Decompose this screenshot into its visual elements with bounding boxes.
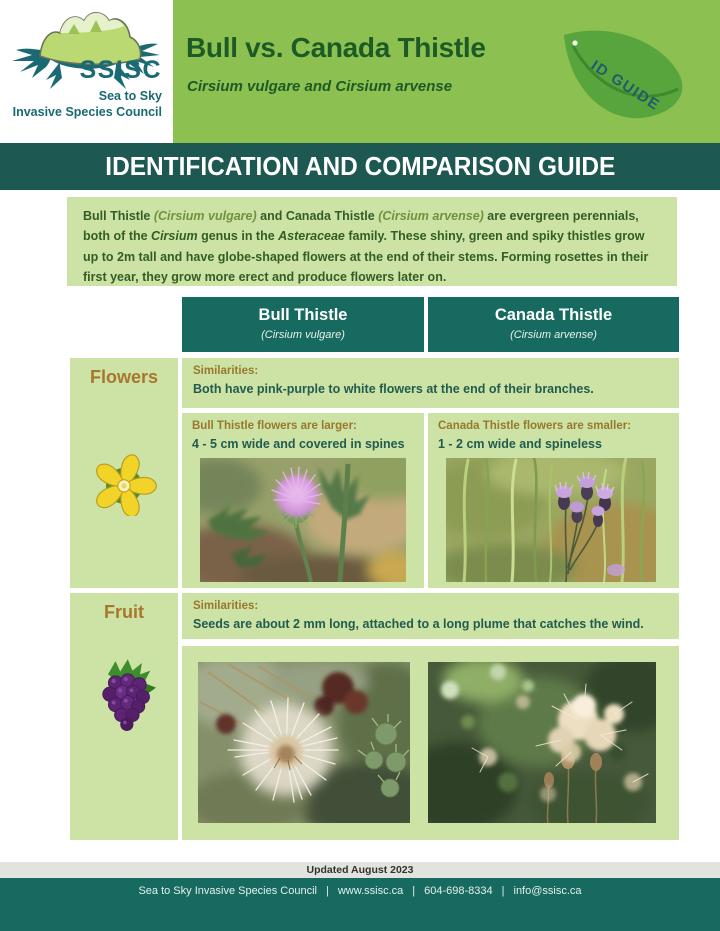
cell-heading: Bull Thistle flowers are larger: xyxy=(192,420,357,432)
column-name: Canada Thistle xyxy=(494,306,613,324)
footer-separator: | xyxy=(412,885,416,897)
logo-org-line2: Invasive Species Council xyxy=(12,105,162,119)
flowers-similarities xyxy=(182,358,679,408)
similarities-text: Both have pink-purple to white flowers at the end of their branches. xyxy=(193,382,594,396)
footer-contact-line xyxy=(0,885,720,897)
intro-seg: Bull Thistle xyxy=(83,209,154,223)
footer-bar xyxy=(0,878,720,931)
intro-box xyxy=(67,197,677,286)
id-guide-leaf-badge xyxy=(558,26,690,124)
berry-icon xyxy=(91,657,157,737)
cell-heading: Canada Thistle flowers are smaller: xyxy=(438,420,632,432)
flower-icon xyxy=(91,450,157,516)
similarities-label: Similarities: xyxy=(193,600,259,612)
footer-separator: | xyxy=(326,885,329,897)
comparison-guide-banner xyxy=(0,143,720,190)
footer-org: Sea to Sky Invasive Species Council xyxy=(138,885,317,897)
footer-website-link[interactable]: www.ssisc.ca xyxy=(337,885,404,897)
footer-phone: 604-698-8334 xyxy=(424,885,493,897)
footer-separator: | xyxy=(501,885,505,897)
intro-paragraph xyxy=(83,206,661,287)
column-latin: (Cirsium arvense) xyxy=(510,329,597,341)
page-title: Bull vs. Canada Thistle xyxy=(186,32,486,63)
intro-seg: genus in the xyxy=(197,229,279,244)
flowers-bull-cell xyxy=(182,413,424,588)
latin-name: Cirsium xyxy=(151,229,198,244)
canada-thistle-seedhead-photo xyxy=(428,662,656,823)
bull-thistle-flower-photo xyxy=(200,458,406,582)
logo-box xyxy=(0,0,173,143)
similarities-text: Seeds are about 2 mm long, attached to a long plume that catches the wind. xyxy=(193,617,644,631)
page-subtitle: Cirsium vulgare and Cirsium arvense xyxy=(187,78,453,95)
banner-title: IDENTIFICATION AND COMPARISON GUIDE xyxy=(104,151,616,181)
column-header-canada-thistle xyxy=(428,297,679,352)
footer-email-link[interactable]: info@ssisc.ca xyxy=(513,885,582,897)
canada-thistle-flower-photo xyxy=(446,458,656,582)
updated-bar xyxy=(0,862,720,878)
column-name: Bull Thistle xyxy=(258,306,348,324)
row-label-flowers xyxy=(70,358,178,588)
latin-name: Asteraceae xyxy=(278,229,345,244)
cell-detail: 4 - 5 cm wide and covered in spines xyxy=(192,437,405,451)
fruit-similarities xyxy=(182,593,679,639)
fruit-photos-box xyxy=(182,646,679,840)
leaf-icon xyxy=(558,26,690,124)
updated-text: Updated August 2023 xyxy=(306,864,414,876)
intro-seg: are evergreen perennials, both of the xyxy=(83,209,639,244)
section-label: Fruit xyxy=(104,602,144,622)
intro-seg: family. These shiny, green and spiky thistles grow up to 2m tall and have globe-shaped flowers at the end of their stems. Forming rosettes in their first year, they grow more erect and produce flowers later on. xyxy=(83,229,649,284)
header-band xyxy=(173,0,720,143)
logo-acronym: SSISC xyxy=(79,56,162,84)
latin-name: (Cirsium arvense) xyxy=(378,209,484,223)
cell-detail: 1 - 2 cm wide and spineless xyxy=(438,437,602,451)
row-label-fruit xyxy=(70,593,178,840)
section-label: Flowers xyxy=(89,367,159,387)
intro-seg: and Canada Thistle xyxy=(256,209,379,223)
flowers-canada-cell xyxy=(428,413,679,588)
latin-name: (Cirsium vulgare) xyxy=(153,209,257,223)
similarities-label: Similarities: xyxy=(193,365,259,377)
badge-text: ID GUIDE xyxy=(587,57,664,115)
column-header-bull-thistle xyxy=(182,297,424,352)
logo-org-line1: Sea to Sky xyxy=(98,89,162,103)
column-latin: (Cirsium vulgare) xyxy=(261,329,345,341)
bull-thistle-seedhead-photo xyxy=(198,662,410,823)
